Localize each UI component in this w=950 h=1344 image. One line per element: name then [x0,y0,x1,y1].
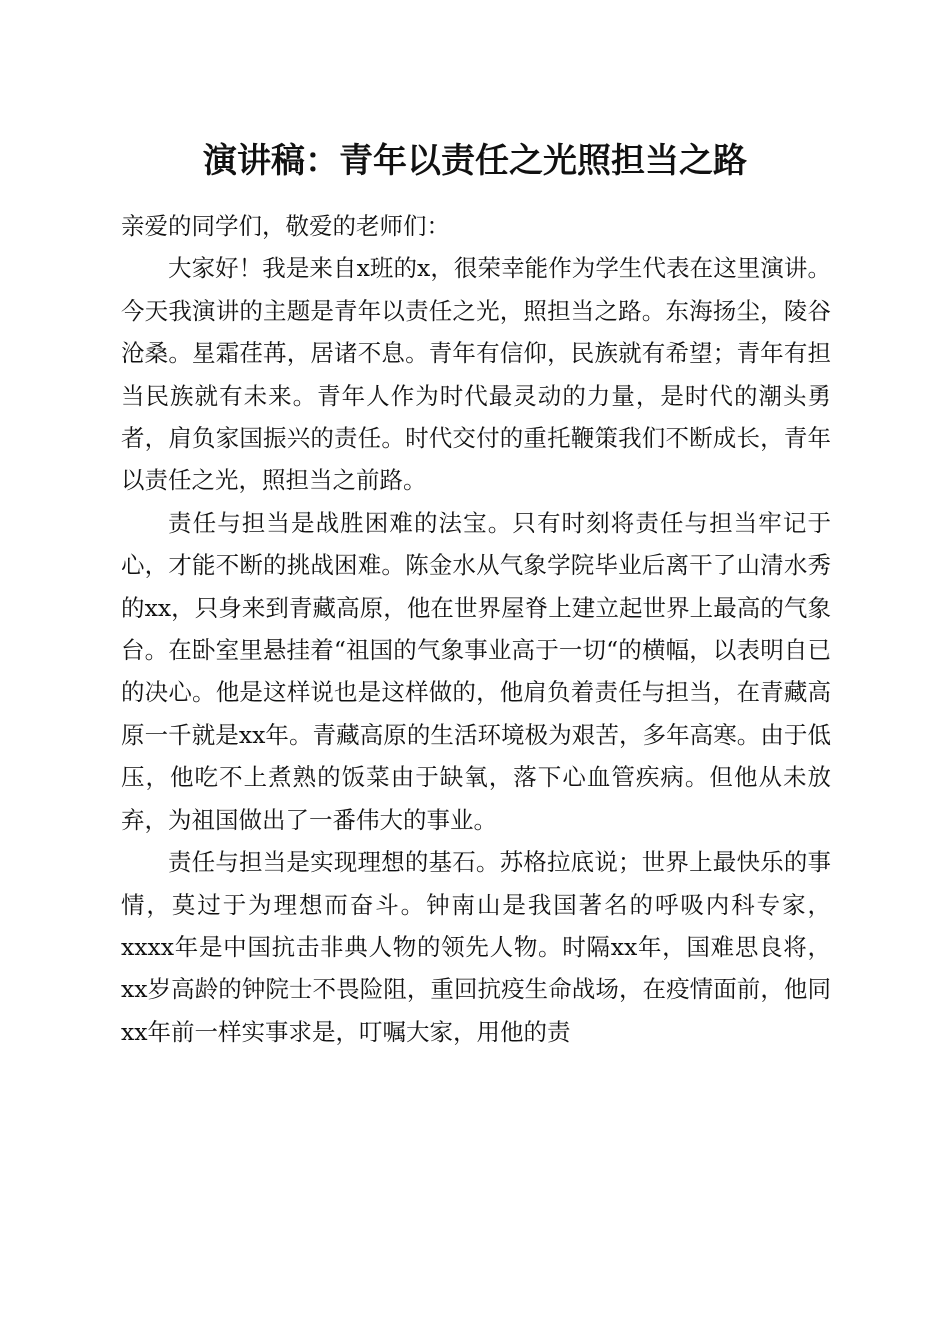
paragraph-3: 责任与担当是实现理想的基石。苏格拉底说；世界上最快乐的事情，莫过于为理想而奋斗。钟南山是我国著名的呼吸内科专家，xxxx年是中国抗击非典人物的领先人物。时隔xx年，国难思良将，xx岁高龄的钟院士不畏险阻，重回抗疫生命战场，在疫情面前，他同xx年前一样实事求是，叮嘱大家，用他的责 [121,848,831,1046]
document-title: 演讲稿：青年以责任之光照担当之路 [203,141,747,181]
greeting-line: 亲爱的同学们，敬爱的老师们： [121,212,450,240]
document-body [121,205,831,1053]
paragraph-1: 大家好！我是来自x班的x，很荣幸能作为学生代表在这里演讲。今天我演讲的主题是青年以责任之光，照担当之路。东海扬尘，陵谷沧桑。星霜荏苒，居诸不息。青年有信仰，民族就有希望；青年有担当民族就有未来。青年人作为时代最灵动的力量，是时代的潮头勇者，肩负家国振兴的责任。时代交付的重托鞭策我们不断成长，青年以责任之光，照担当之前路。 [121,254,831,495]
paragraph-2: 责任与担当是战胜困难的法宝。只有时刻将责任与担当牢记于心，才能不断的挑战困难。陈金水从气象学院毕业后离干了山清水秀的xx，只身来到青藏高原，他在世界屋脊上建立起世界上最高的气象台。在卧室里悬挂着“祖国的气象事业高于一切“的横幅，以表明自已的决心。他是这样说也是这样做的，他肩负着责任与担当，在青藏高原一千就是xx年。青藏高原的生活环境极为艰苦，多年高寒。由于低压，他吃不上煮熟的饭菜由于缺氧，落下心血管疾病。但他从未放弃，为祖国做出了一番伟大的事业。 [121,508,831,834]
